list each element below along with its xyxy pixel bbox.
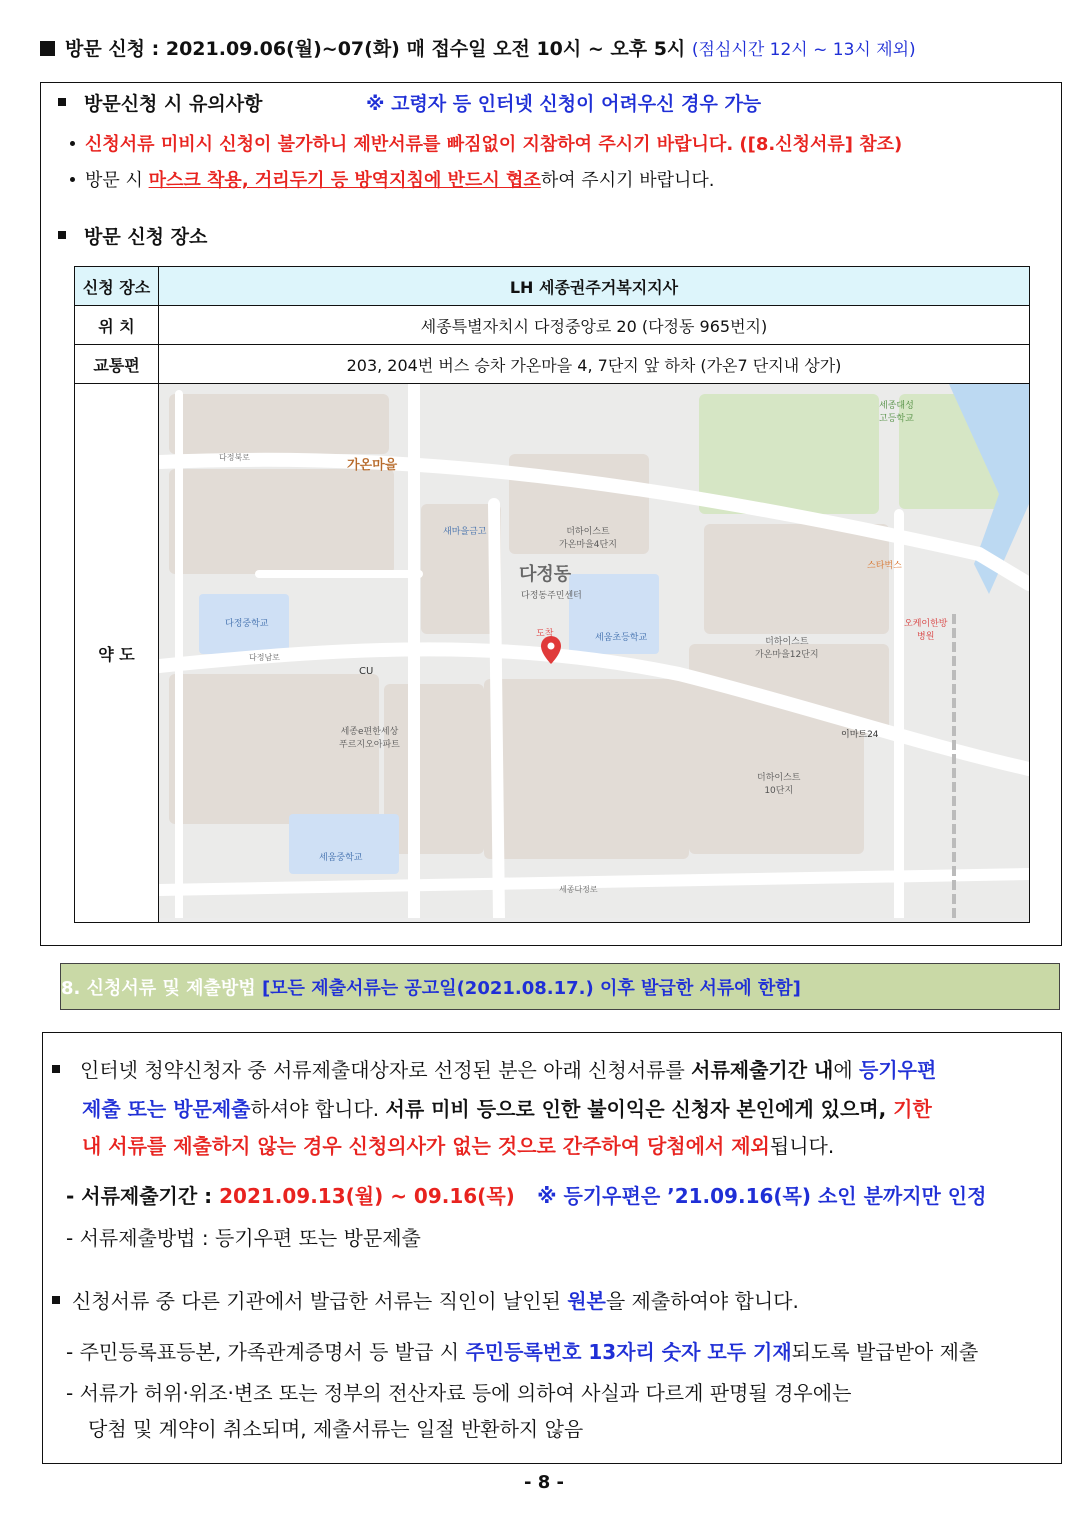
period-note: ※ 등기우편은 ’21.09.16(목) 소인 분까지만 인정 <box>537 1184 987 1208</box>
map-label-road-south: 다정남로 <box>249 653 280 662</box>
docs-p1-d: 등기우편 <box>859 1058 937 1082</box>
table-row <box>75 345 1030 384</box>
submission-period <box>66 1180 986 1209</box>
map-label-cu: CU <box>359 666 374 677</box>
sub1-c: 되도록 발급받아 제출 <box>791 1340 979 1364</box>
caution-item-mask <box>70 166 714 192</box>
cautions-heading <box>58 89 262 116</box>
docs-paragraph-line2 <box>82 1093 932 1122</box>
map-label-the-h4: 더하이스트 가온마을4단지 <box>559 527 617 550</box>
square-bullet-icon <box>58 231 66 239</box>
map-label-destination: 도착 <box>536 629 554 639</box>
caution-item-documents-text: 신청서류 미비시 신청이 불가하니 제반서류를 빠짐없이 지참하여 주시기 바랍니다. ([8.신청서류] 참조) <box>85 134 903 155</box>
map-label-dajeong-center: 다정동주민센터 <box>521 591 582 601</box>
docs-p1-b: 서류제출기간 내 <box>691 1058 834 1082</box>
map-label-sejong-e: 세종e편한세상 푸르지오아파트 <box>339 727 400 750</box>
dot-bullet-icon <box>70 141 75 146</box>
square-bullet-icon <box>52 1065 60 1073</box>
map-label-road-north: 다정북로 <box>219 453 250 462</box>
section-8-header <box>60 963 1060 1010</box>
place-title: 방문 신청 장소 <box>84 226 208 248</box>
orig-a: 신청서류 중 다른 기관에서 발급한 서류는 직인이 날인된 <box>72 1289 568 1313</box>
table-row <box>75 306 1030 345</box>
map-label-the-h10: 더하이스트 10단지 <box>757 773 801 796</box>
transport-label: 교통편 <box>75 345 159 384</box>
period-value: 2021.09.13(월) ~ 09.16(목) <box>219 1184 515 1208</box>
docs-p2-a: 제출 또는 방문제출 <box>82 1097 251 1121</box>
cautions-title: 방문신청 시 유의사항 <box>84 93 263 115</box>
caution-mask-suffix: 하여 주시기 바랍니다. <box>540 170 715 191</box>
square-bullet-icon <box>52 1296 60 1304</box>
period-label: - 서류제출기간 : <box>66 1184 220 1208</box>
docs-paragraph-line3 <box>82 1130 834 1159</box>
map-label-bank: 새마을금고 <box>443 527 487 537</box>
docs-p1-c: 에 <box>833 1058 860 1082</box>
map-label-hospital: 오케이한방 병원 <box>904 619 948 642</box>
false-docs-line2: 당첨 및 계약이 취소되며, 제출서류는 일절 반환하지 않음 <box>88 1417 584 1441</box>
map-label-emart24: 이마트24 <box>841 730 879 740</box>
sub1-b: 주민등록번호 13자리 숫자 모두 기재 <box>465 1340 792 1364</box>
map-label-gaon: 가온마을 <box>347 458 398 473</box>
sub1-a: - 주민등록표등본, 가족관계증명서 등 발급 시 <box>66 1340 466 1364</box>
map-label-sejong-hs: 세종대성 고등학교 <box>879 401 914 424</box>
docs-p3-a: 내 서류를 제출하지 않는 경우 신청의사가 없는 것으로 간주하여 당첨에서 제외 <box>82 1134 770 1158</box>
original-docs-line <box>52 1285 799 1314</box>
map-label-the-h12: 더하이스트 가온마을12단지 <box>755 637 819 660</box>
place-value: LH 세종권주거복지지사 <box>159 267 1030 306</box>
docs-p3-b: 됩니다. <box>769 1134 835 1158</box>
table-row <box>75 267 1030 306</box>
map-label: 약 도 <box>75 384 159 923</box>
map-label-sejong-elem: 세움초등학교 <box>595 633 648 643</box>
map-label-road-sejong: 세종다정로 <box>559 885 598 894</box>
orig-c: 을 제출하여야 합니다. <box>605 1289 799 1313</box>
caution-mask-emphasis: 마스크 착용, 거리두기 등 방역지침에 반드시 협조 <box>148 170 541 191</box>
section-8-note: [모든 제출서류는 공고일(2021.08.17.) 이후 발급한 서류에 한함] <box>261 978 801 999</box>
square-bullet-icon <box>40 41 55 56</box>
page-number: - 8 - <box>524 1472 564 1493</box>
location-value: 세종특별자치시 다정중앙로 20 (다정동 965번지) <box>159 306 1030 345</box>
docs-p2-b: 하셔야 합니다. <box>250 1097 386 1121</box>
submission-method: - 서류제출방법 : 등기우편 또는 방문제출 <box>66 1226 421 1250</box>
caution-item-documents <box>70 130 902 156</box>
table-row <box>75 384 1030 923</box>
section-8-title: 8. 신청서류 및 제출방법 <box>61 978 256 999</box>
visit-schedule-header <box>40 34 916 61</box>
docs-paragraph-line1 <box>52 1054 936 1083</box>
location-label: 위 치 <box>75 306 159 345</box>
map-label-starbucks: 스타벅스 <box>867 561 902 571</box>
map-label-dajeong: 다정동 <box>519 564 572 585</box>
place-table <box>74 266 1030 923</box>
place-heading <box>58 222 207 249</box>
lunch-note: (점심시간 12시 ~ 13시 제외) <box>691 40 916 60</box>
dot-bullet-icon <box>70 177 75 182</box>
docs-p2-c: 서류 미비 등으로 인한 불이익은 신청자 본인에게 있으며, <box>385 1097 894 1121</box>
orig-b: 원본 <box>567 1289 606 1313</box>
location-map[interactable] <box>159 384 1029 922</box>
cautions-note: ※ 고령자 등 인터넷 신청이 어려우신 경우 가능 <box>366 93 762 115</box>
map-label-dajeong-school: 다정중학교 <box>225 619 269 629</box>
transport-value: 203, 204번 버스 승차 가온마을 4, 7단지 앞 하차 (가온7 단지내 상가) <box>159 345 1030 384</box>
map-svg <box>159 384 1029 918</box>
docs-p2-d: 기한 <box>893 1097 932 1121</box>
map-label-sewoom-mid: 세움중학교 <box>319 853 363 863</box>
caution-mask-prefix: 방문 시 <box>85 170 149 191</box>
visit-header-text: 방문 신청 : 2021.09.06(월)~07(화) 매 접수일 오전 10시 ~ 오후 5시 <box>65 38 686 60</box>
square-bullet-icon <box>58 98 66 106</box>
false-docs-line: - 서류가 허위·위조·변조 또는 정부의 전산자료 등에 의하여 사실과 다르게 판명될 경우에는 <box>66 1381 852 1405</box>
place-label: 신청 장소 <box>75 267 159 306</box>
resident-number-line <box>66 1336 978 1365</box>
map-cell <box>159 384 1030 923</box>
docs-p1-a: 인터넷 청약신청자 중 서류제출대상자로 선정된 분은 아래 신청서류를 <box>80 1058 692 1082</box>
